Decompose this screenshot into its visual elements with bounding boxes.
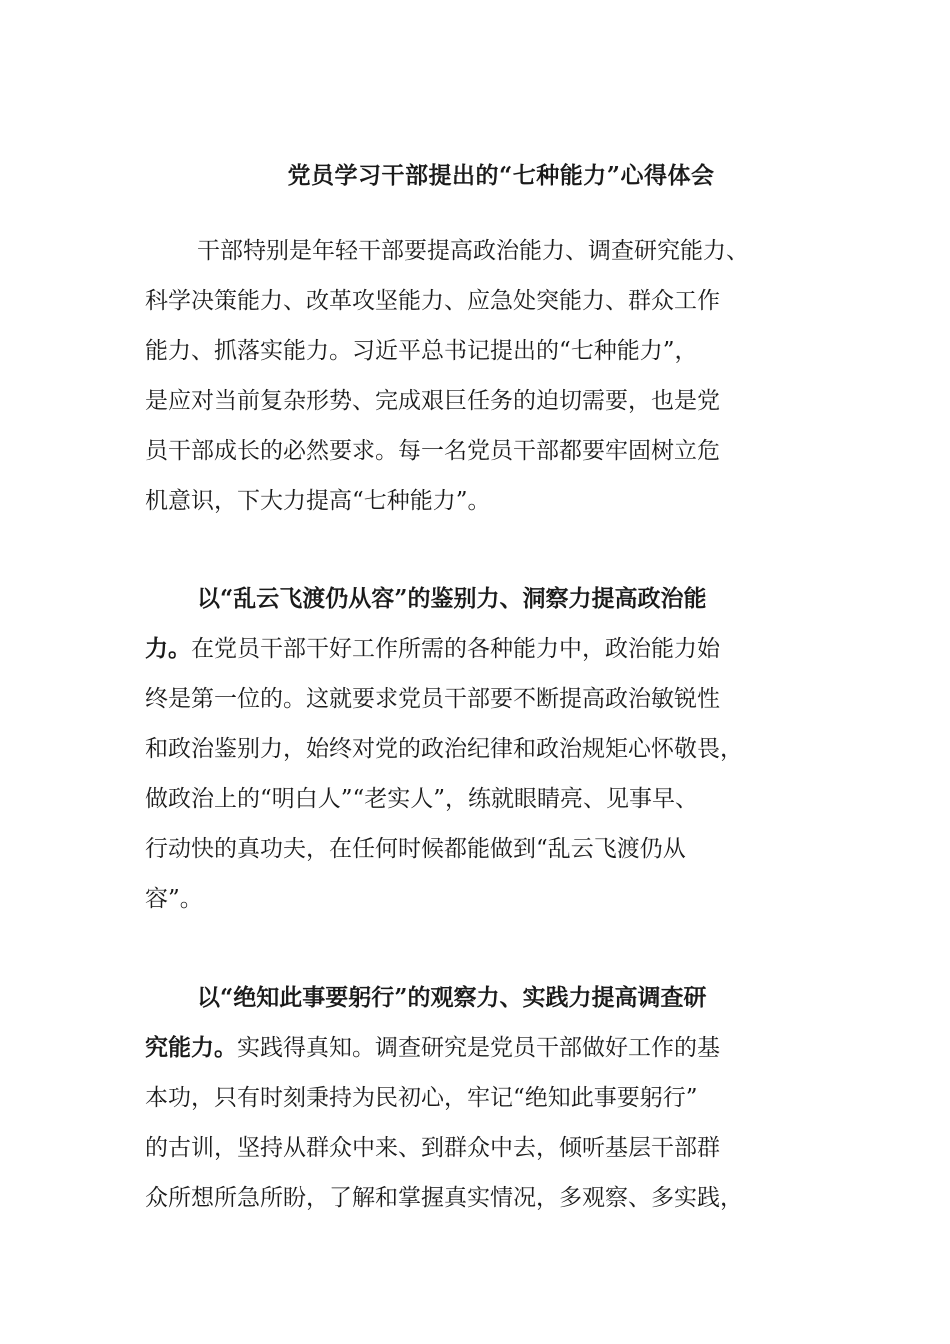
paragraph-line: 能力、抓落实能力。习近平总书记提出的“七种能力”， (145, 338, 698, 364)
document-title: 党员学习干部提出的“七种能力”心得体会 (287, 162, 715, 189)
paragraph-line: 的古训，坚持从群众中来、到群众中去，倾听基层干部群 (145, 1135, 720, 1161)
paragraph-line: 终是第一位的。这就要求党员干部要不断提高政治敏锐性 (145, 686, 720, 712)
section-heading: 以“乱云飞渡仍从容”的鉴别力、洞察力提高政治能 (197, 585, 707, 612)
paragraph-text: 在党员干部干好工作所需的各种能力中，政治能力始 (191, 636, 720, 662)
paragraph-line: 做政治上的“明白人”“老实人”，练就眼睛亮、见事早、 (145, 786, 699, 812)
paragraph-research-ability (145, 973, 805, 1223)
section-heading-end: 力。 (145, 635, 191, 662)
paragraph-line: 行动快的真功夫，在任何时候都能做到“乱云飞渡仍从 (145, 836, 686, 862)
paragraph-line: 众所想所急所盼，了解和掌握真实情况，多观察、多实践， (145, 1185, 743, 1211)
paragraph-line: 干部特别是年轻干部要提高政治能力、调查研究能力、 (197, 238, 749, 264)
paragraph-political-ability (145, 574, 805, 924)
section-heading-end: 究能力。 (145, 1034, 237, 1061)
paragraph-line (145, 624, 805, 674)
paragraph-line: 和政治鉴别力，始终对党的政治纪律和政治规矩心怀敬畏， (145, 736, 743, 762)
paragraph-line: 员干部成长的必然要求。每一名党员干部都要牢固树立危 (145, 438, 720, 464)
paragraph-line (145, 1023, 805, 1073)
paragraph-line: 机意识，下大力提高“七种能力”。 (145, 488, 491, 514)
paragraph-line: 容”。 (145, 886, 203, 912)
paragraph-line: 科学决策能力、改革攻坚能力、应急处突能力、群众工作 (145, 288, 720, 314)
paragraph-line: 本功，只有时刻秉持为民初心，牢记“绝知此事要躬行” (145, 1085, 698, 1111)
section-heading: 以“绝知此事要躬行”的观察力、实践力提高调查研 (197, 984, 707, 1011)
paragraph-line: 是应对当前复杂形势、完成艰巨任务的迫切需要，也是党 (145, 388, 720, 414)
paragraph-intro (145, 226, 805, 526)
paragraph-text: 实践得真知。调查研究是党员干部做好工作的基 (237, 1035, 720, 1061)
